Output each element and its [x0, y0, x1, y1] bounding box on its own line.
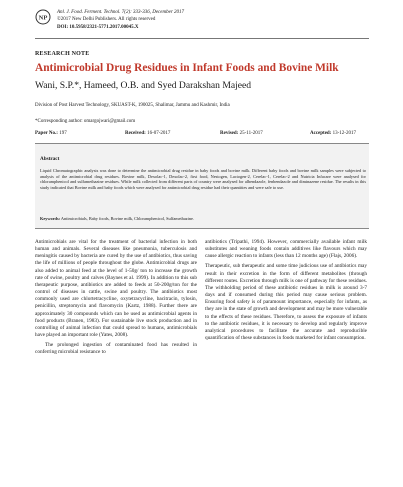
body-left-column	[35, 239, 197, 357]
revised-date: Revised: 25-11-2017	[220, 131, 263, 136]
abstract-text: Liquid Chromatographic analysis was done to determine the antimicrobial drug residue in baby foods and bovine milk. Different baby foods and bovine milk samples were subjected to analysis of the antimicrobial drug residues. Bovine milk, Dexolac-1, Dexolac-2, first food, Nestogen, Lactogen-2, Cerelac-1, Cerelac-2 and Nutricia Infacare were analysed for chloramphenicol and sulfamethazine residues. While milk collected from different parts of country were analysed for albendazole, fenbendazole and diminazene residue. The results in this study indicated that Bovine milk and baby foods which were analysed for antimicrobial drug residue had their quantities and were safe to use.	[40, 168, 366, 190]
paragraph: The prolonged ingestion of contaminated food has resulted in conferring microbial resistance to	[35, 342, 197, 356]
paragraph: Therapeutic, sub therapeutic and some time judicious use of antibiotics may result in their excretion in the form of different metabolites (through different routes. Excretion through milk is one of pathway for these residues. The withholding period of these antibiotic residues in milk is around 3-7 days and if consumed during this period may cause serious problem. Ensuring food safety is of paramount importance, especially for infants, as they are in the state of growth and development and may be more vulnerable to the effects of these residues. Therefore, to assess the exposure of infants to the antibiotic residues, it is necessary to develop and regularly improve analytical procedures to facilitate the accurate and reproducible quantification of these substances in foods marketed for infant consumption.	[205, 263, 367, 342]
abstract-heading: Abstract	[40, 156, 60, 162]
corresponding-author[interactable]: *Corresponding author: omargojwari@gmail.com	[35, 119, 136, 124]
journal-citation: Anl. J. Food. Ferment. Technol. 7(2): 333-336, December 2017	[57, 10, 185, 15]
publisher-logo	[35, 9, 51, 25]
author-list: Wani, S.P.*, Hameed, O.B. and Syed Darakshan Majeed	[35, 80, 252, 91]
affiliation: Division of Post Harvest Technology, SKUAST-K, 190025, Shalimar, Jammu and Kashmir, India	[35, 103, 230, 108]
paragraph: antibiotics (Tripathi, 1994). However, commercially available infant milk substitutes and weaning foods contain additives like flavours which may cause allergic reaction to infants (less than 12 months age) (Flajs, 2006).	[205, 239, 367, 260]
article-title: Antimicrobial Drug Residues in Infant Foods and Bovine Milk	[35, 62, 339, 74]
accepted-date: Accepted: 13-12-2017	[310, 131, 356, 136]
keywords: Keywords: Antimicrobials, Baby foods, Bovine milk, Chloramphenicol, Sulfamethazine.	[40, 216, 194, 221]
paper-number: Paper No.: 197	[35, 131, 67, 136]
copyright-notice: ©2017 New Delhi Publishers. All rights reserved	[57, 17, 156, 22]
logo-text: NP	[38, 14, 48, 22]
paragraph: Antimicrobials are vital for the treatment of bacterial infection in both human and animals. Several diseases like pneumonia, tuberculosis and meningitis caused by bacteria are cured by the use of antibiotics, thus saving the life of millions of people throughout the globe. Antimicrobial drugs are also added to animal feed at the level of 1-50g/ ton to increase the growth rate of swine, poultry and calves (Baynes et al. 1999). In addition to this sub therapeutic purpose, antibiotics are added to feeds at 50-200g/ton for the control of diseases in cattle, swine and poultry. The antibiotics most commonly used are chlortetracycline, oxytetracycline, bacitracin, tylosin, penicillin, streptomycin and flavomycin (Kartz, 1988). Further there are approximately 30 compounds which can be used as antimicrobial agents in food products (Branen, 1983). For sustainable live stock production and in controlling of animal infection that could spread to humans, antimicrobials have played an important role (Yates, 2008).	[35, 239, 197, 339]
doi[interactable]: DOI: 10.5958/2321-5771.2017.00045.X	[57, 25, 139, 30]
article-type: RESEARCH NOTE	[35, 51, 90, 57]
header-divider	[35, 38, 369, 39]
body-right-column	[205, 239, 367, 342]
received-date: Received: 16-07-2017	[125, 131, 171, 136]
